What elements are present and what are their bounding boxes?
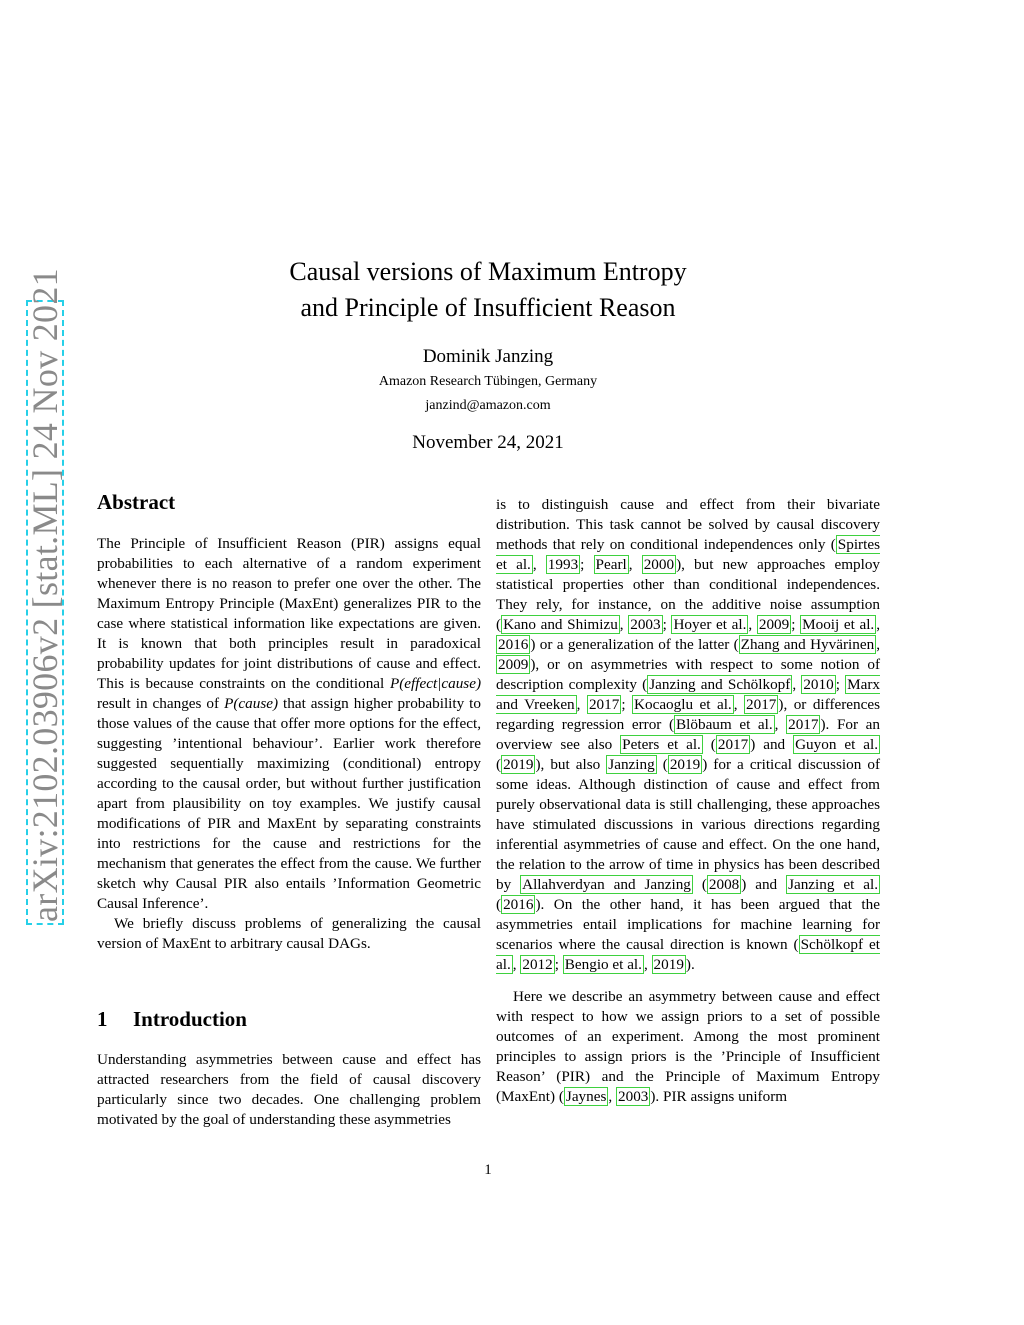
- citation-link[interactable]: Bengio et al.: [564, 956, 642, 973]
- abstract-paragraph-2: We briefly discuss problems of generalizing the causal version of MaxEnt to arbitrary causal DAGs.: [97, 915, 481, 952]
- citation-link[interactable]: Peters et al.: [622, 736, 701, 753]
- citation-link[interactable]: 2019: [653, 956, 684, 973]
- body-text: ;: [554, 956, 563, 973]
- citation-link[interactable]: 2009: [758, 616, 790, 633]
- arxiv-identifier[interactable]: arXiv:2102.03906v2 [stat.ML] 24 Nov 2021: [25, 268, 65, 922]
- citation-link[interactable]: 2009: [498, 656, 529, 673]
- body-text: ). For an overview see also: [496, 716, 880, 753]
- body-text: ), or differences regarding regression error (: [496, 696, 881, 733]
- math-conditional: P(effect|cause): [389, 675, 481, 692]
- citation-link[interactable]: 2003: [618, 1088, 649, 1105]
- body-text: ), but also: [535, 756, 607, 773]
- author-affiliation: Amazon Research Tübingen, Germany: [378, 374, 598, 389]
- body-text: ,: [792, 676, 802, 693]
- section-heading-introduction: [97, 1007, 247, 1032]
- citation-link[interactable]: 2003: [630, 616, 661, 633]
- body-text: ,: [576, 696, 587, 713]
- body-text: ) for a critical discussion of some ideas. Although distinction of cause and effect from purely observational data is still challenging, these approaches have stimulated discussions in various directions regarding inferential asymmetries of cause and effect. On the one hand, the relation to the arrow of time in physics has been described by: [496, 756, 880, 893]
- body-text: (: [496, 896, 502, 913]
- citation-link[interactable]: Schölkopf et al.: [496, 936, 880, 973]
- abstract-text: result in changes of: [97, 695, 225, 712]
- abstract-paragraph-1: [97, 534, 481, 914]
- section-number: 1: [97, 1007, 108, 1031]
- body-text: ,: [628, 556, 642, 573]
- body-text: ;: [791, 616, 801, 633]
- citation-link[interactable]: Janzing and Schölkopf: [649, 676, 791, 693]
- body-text: ,: [643, 956, 652, 973]
- citation-link[interactable]: Zhang and Hyvärinen: [740, 636, 875, 653]
- citation-link[interactable]: Kocaoglu et al.: [634, 696, 732, 713]
- right-paragraph-1: [496, 495, 880, 975]
- citation-link[interactable]: Kano and Shimizu: [503, 616, 618, 633]
- body-text: ,: [774, 716, 787, 733]
- citation-link[interactable]: 1993: [547, 556, 579, 573]
- body-text: ,: [512, 956, 521, 973]
- body-text: ,: [619, 616, 629, 633]
- citation-link[interactable]: Janzing et al.: [788, 876, 878, 893]
- body-text: ,: [733, 696, 745, 713]
- body-text: ), but new approaches employ statistical properties other than conditional independences. They rely, for instance, on the additive noise assumption (: [496, 556, 881, 633]
- abstract-body: [97, 534, 481, 954]
- body-text: ;: [662, 616, 672, 633]
- body-text: (: [656, 756, 668, 773]
- body-text: (: [702, 736, 716, 753]
- page-number: 1: [484, 1162, 492, 1178]
- section-title: Introduction: [133, 1007, 247, 1031]
- citation-link[interactable]: Allahverdyan and Janzing: [522, 876, 691, 893]
- body-text: ,: [532, 556, 546, 573]
- paper-title: [150, 254, 826, 326]
- abstract-heading: Abstract: [97, 490, 176, 514]
- body-text: ,: [876, 636, 880, 653]
- citation-link[interactable]: Mooij et al.: [802, 616, 875, 633]
- citation-link[interactable]: 2017: [788, 716, 819, 733]
- citation-link[interactable]: Hoyer et al.: [673, 616, 747, 633]
- right-paragraph-2: [496, 987, 880, 1107]
- body-text: ) and: [750, 736, 794, 753]
- abstract-text: The Principle of Insufficient Reason (PIR) assigns equal probabilities to each alternative of a random experiment whenever there is no reason to prefer one over the other. The Maximum Entropy Principle (MaxEnt) generalizes PIR to the case where statistical information like expectations are given. It is known that both principles result in paradoxical probability updates for joint distributions of cause and effect. This is because constraints on the conditional: [97, 535, 481, 692]
- citation-link[interactable]: Guyon et al.: [795, 736, 878, 753]
- body-text: (: [692, 876, 707, 893]
- body-text: ). On the other hand, it has been argued that the asymmetries entail implications for machine learning for scenarios where the causal direction is known (: [496, 896, 880, 953]
- abstract-text: that assign higher probability to those values of the cause that offer more options for the effect, suggesting ’intentional behaviour’. Earlier work therefore suggested sequentially maximizing (conditional) entropy according to the causal order, but without further justification apart from plausibility on toy examples. We justify causal modifications of PIR and MaxEnt by separating constraints into restrictions for the cause and restrictions for the mechanism that generates the effect from the cause. We further sketch why Causal PIR also entails ’Information Geometric Causal Inference’.: [97, 695, 481, 912]
- right-column: [496, 495, 880, 1107]
- citation-link[interactable]: 2016: [498, 636, 529, 653]
- citation-link[interactable]: 2017: [746, 696, 777, 713]
- citation-link[interactable]: 2017: [717, 736, 749, 753]
- citation-link[interactable]: 2019: [503, 756, 534, 773]
- body-text: ;: [621, 696, 633, 713]
- body-text: ,: [748, 616, 757, 633]
- body-text: ) and: [741, 876, 787, 893]
- body-text: ), or on asymmetries with respect to some notion of description complexity (: [496, 656, 880, 693]
- body-text: is to distinguish cause and effect from their bivariate distribution. This task cannot be solved by causal discovery methods that rely on conditional independences only (: [496, 496, 880, 553]
- citation-link[interactable]: Marx and Vreeken: [496, 676, 881, 713]
- citation-link[interactable]: Pearl: [595, 556, 627, 573]
- body-text: ;: [580, 556, 594, 573]
- paper-date: November 24, 2021: [412, 432, 564, 453]
- body-text: (: [496, 756, 502, 773]
- body-text: ). PIR assigns uniform: [650, 1088, 788, 1105]
- body-text: Here we describe an asymmetry between cause and effect with respect to how we assign priors to a set of possible outcomes of an experiment. Among the most prominent principles to assign priors is the ’Principle of Insufficient Reason’ (PIR) and the Principle of Maximum Entropy (MaxEnt) (: [496, 988, 880, 1105]
- citation-link[interactable]: 2016: [503, 896, 534, 913]
- body-text: ;: [835, 676, 846, 693]
- citation-link[interactable]: Spirtes et al.: [496, 536, 880, 573]
- citation-link[interactable]: 2019: [669, 756, 701, 773]
- citation-link[interactable]: 2000: [643, 556, 675, 573]
- title-line-1: Causal versions of Maximum Entropy: [289, 257, 687, 286]
- body-text: ,: [608, 1088, 616, 1105]
- citation-link[interactable]: 2012: [522, 956, 553, 973]
- citation-link[interactable]: 2017: [588, 696, 620, 713]
- citation-link[interactable]: Jaynes: [565, 1088, 607, 1105]
- citation-link[interactable]: 2008: [708, 876, 740, 893]
- math-cause: P(cause): [224, 695, 279, 712]
- body-text: ).: [685, 956, 695, 973]
- body-text: ) or a generalization of the latter (: [530, 636, 739, 653]
- title-line-2: and Principle of Insufficient Reason: [300, 293, 676, 322]
- author-name: Dominik Janzing: [422, 346, 554, 367]
- author-email: janzind@amazon.com: [425, 398, 551, 413]
- citation-link[interactable]: 2010: [803, 676, 834, 693]
- citation-link[interactable]: Blöbaum et al.: [676, 716, 773, 733]
- body-text: ,: [876, 616, 881, 633]
- introduction-paragraph-1: Understanding asymmetries between cause and effect has attracted researchers from the field of causal discovery particularly since two decades. One challenging problem motivated by the goal of understanding these asymmetries: [97, 1051, 481, 1128]
- citation-link[interactable]: Janzing: [608, 756, 655, 773]
